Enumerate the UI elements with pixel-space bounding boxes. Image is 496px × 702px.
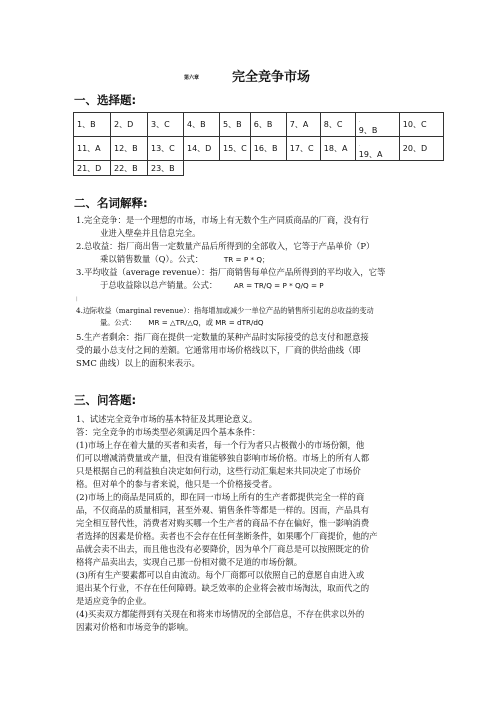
table-cell: 10、C [399,113,443,137]
paragraph-line: 因素对价格和市场竞争的影响。 [76,622,194,632]
table-cell: 21、D [74,161,111,176]
answer-intro: 答：完全竞争的市场类型必须满足四个基本条件： [76,427,261,437]
term-3-formula: AR = TR/Q = P * Q/Q = P [233,281,324,290]
table-cell: 8、C [320,113,355,137]
term-4-text: 量。公式： [100,318,136,327]
term-1 [76,214,422,240]
paragraph-line: (3)所有生产要素都可以自由流动。每个厂商都可以依照自己的意愿自由进入或 [76,570,365,580]
table-cell: 11、A [74,137,111,161]
table-cell: 16、B [250,137,286,161]
cell-text: 19、A [358,150,383,159]
table-cell: 22、B [111,161,148,176]
table-row [74,137,444,161]
term-3-line-2 [76,279,422,292]
table-cell: 3、C [148,113,184,137]
cell-text: 9、B [358,126,378,135]
term-4 [76,305,422,329]
table-cell: 14、D [184,137,220,161]
paragraph-line: (1)市场上存在着大量的买者和卖者，每一个行为者只占极微小的市场份额，他 [76,440,365,450]
term-1-line-1: 1.完全竞争：是一个理想的市场，市场上有无数个生产同质商品的厂商，没有行 [76,215,369,225]
term-4-line-2 [76,317,422,329]
table-cell: 12、B [111,137,148,161]
table-cell: 20、D [399,137,443,161]
table-cell: 23、B [148,161,184,176]
paragraph-line: 退出某个行业，不存在任何障碍。缺乏效率的企业将会被市场淘汰，取而代之的 [76,583,370,593]
answer-paragraph-1 [76,439,422,491]
page-title: 完全竞争市场 [232,70,311,85]
title-row [0,64,496,84]
table-cell: 7、A [286,113,320,137]
term-4-formula: MR = △TR/△Q，或 MR = dTR/dQ [148,318,264,327]
term-3 [76,266,422,292]
term-2-line-1: 2.总收益：指厂商出售一定数量产品后所得到的全部收入，它等于产品单价（P） [76,241,375,251]
table-cell: 15、C [220,137,251,161]
section-heading-terms: 二、名词解释: [74,196,148,210]
table-cell: 1、B [74,113,111,137]
term-1-line-2: 业进入壁垒并且信息完全。 [100,228,201,238]
paragraph-line: (2)市场上的商品是同质的，即在同一市场上所有的生产者都提供完全一样的商 [76,492,365,502]
table-cell: 5、B [220,113,251,137]
paragraph-line: 品，不仅商品的质量相同，甚至外观、销售条件等都是一样的。因而，产品具有 [76,505,370,515]
table-cell [355,113,399,137]
section-heading-qa: 三、问答题: [74,393,137,407]
table-cell: 18、A [320,137,355,161]
cell-mark: · [358,143,361,149]
term-4-line-1: 4.边际收益（marginal revenue）：指每增加或减少一单位产品的销售所引起的总收益的变动 [76,306,374,315]
table-cell: 2、D [111,113,148,137]
table-cell: 6、B [250,113,286,137]
term-2-formula: TR = P * Q； [223,255,270,264]
table-cell: 13、C [148,137,184,161]
table-cell: 17、C [286,137,320,161]
term-3-line-1: 3.平均收益（average revenue）：指厂商销售每单位产品所得到的平均收入，它等 [76,267,386,277]
paragraph-line: 格将产品卖出去，实现自己那一份相对微不足道的市场份额。 [76,557,303,567]
qa-block [76,413,422,634]
answer-paragraph-2 [76,491,422,569]
answer-paragraph-4 [76,608,422,634]
paragraph-line: 品就会卖不出去，而且他也没有必要降价，因为单个厂商总是可以按照既定的价 [76,544,370,554]
paragraph-line: (4)买卖双方都能得到有关现在和将来市场情况的全部信息，不存在供求以外的 [76,609,365,619]
paragraph-line: 们可以增减消费量或产量，但没有谁能够独自影响市场价格。市场上的所有人都 [76,453,370,463]
term-5 [76,331,422,370]
paragraph-line: 只是根据自己的利益独自决定如何行动，这些行动汇集起来共同决定了市场价 [76,466,361,476]
term-5-line-2: 受的最小总支付之间的差额。它通常用市场价格线以下，厂商的供给曲线（即 [76,345,361,355]
stray-mark: | [76,296,78,302]
chapter-label: 第六章 [184,75,200,81]
paragraph-line: 格。但对单个的参与者来说，他只是一个价格接受者。 [76,479,277,489]
term-2 [76,240,422,266]
table-row [74,113,444,137]
term-5-line-1: 5.生产者剩余：指厂商在提供一定数量的某种产品时实际接受的总支付和愿意接 [76,332,369,342]
answer-paragraph-3 [76,569,422,608]
table-cell: 4、B [184,113,220,137]
paragraph-line: 完全相互替代性，消费者对购买哪一个生产者的商品不存在偏好，惟一影响消费 [76,518,370,528]
cell-mark: · [358,119,361,125]
table-cell [355,137,399,161]
table-row [74,161,444,176]
term-3-text: 于总收益除以总产销量。公式： [100,280,218,290]
paragraph-line: 是适应竞争的企业。 [76,596,152,606]
term-2-text: 乘以销售数量（Q）。公式： [100,254,204,264]
paragraph-line: 者选择的因素是价格。卖者也不会存在任何垄断条件，如果哪个厂商提价，他的产 [76,531,378,541]
term-2-line-2 [76,253,422,266]
term-5-line-3: SMC 曲线）以上的面积来表示。 [76,358,200,368]
answer-table [73,112,444,176]
section-heading-choice: 一、选择题: [74,93,137,107]
question-1: 1、试述完全竞争市场的基本特征及其理论意义。 [76,414,258,424]
